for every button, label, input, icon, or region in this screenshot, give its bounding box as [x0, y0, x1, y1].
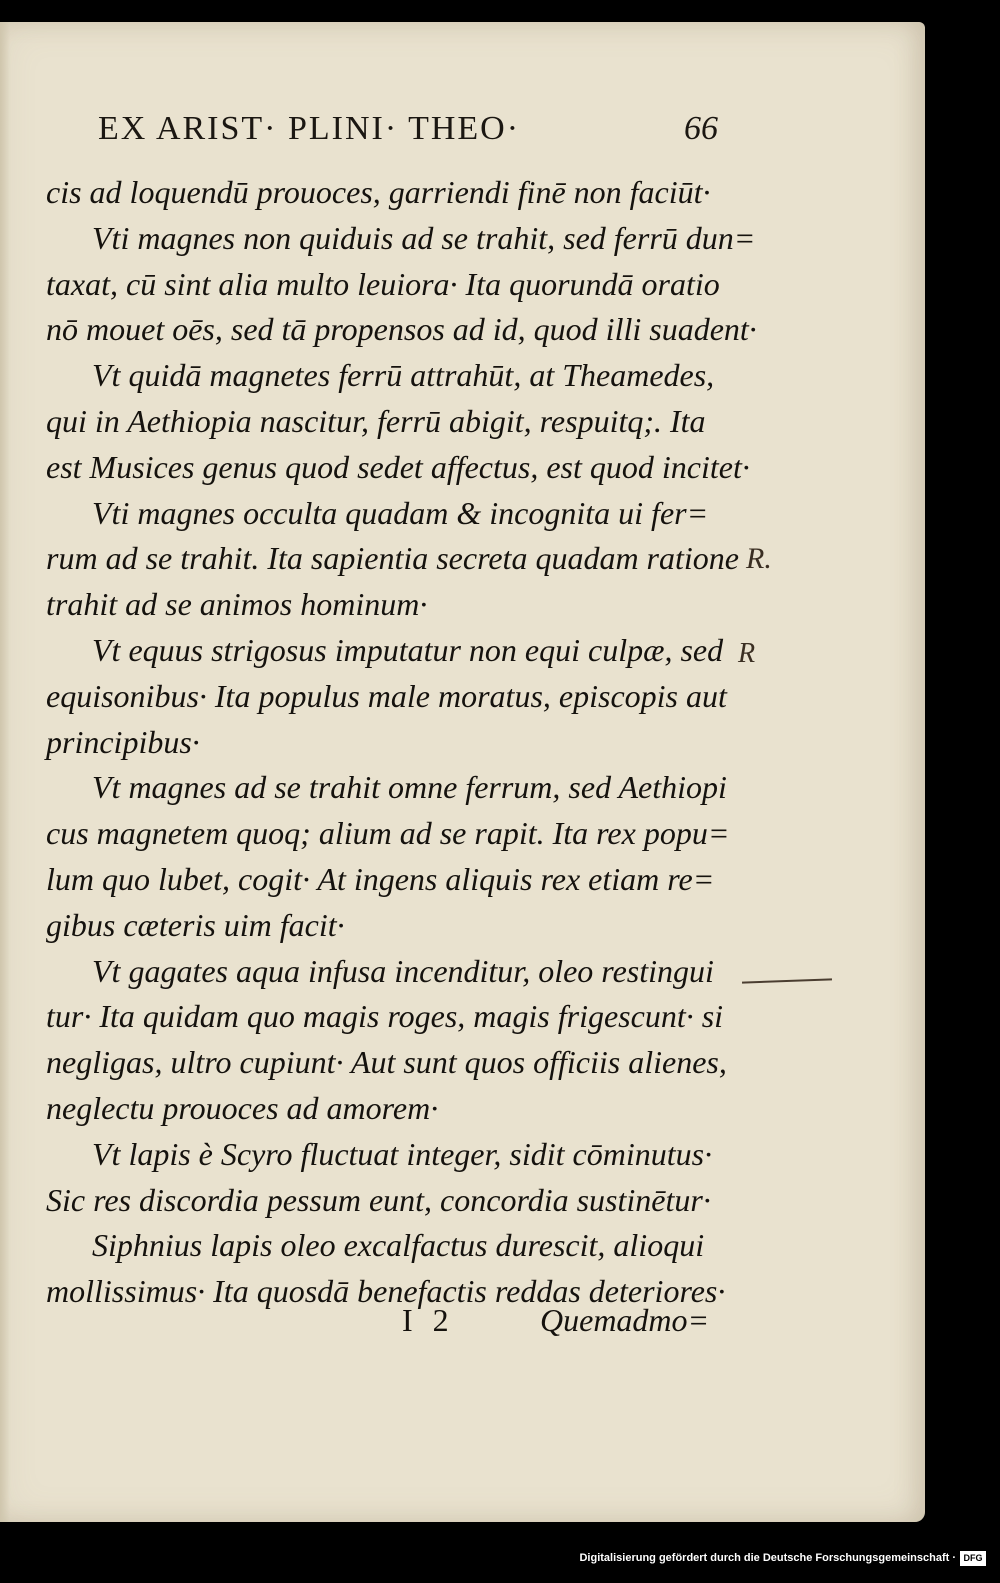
page-number: 66	[684, 110, 718, 147]
text-line: Vt equus strigosus imputatur non equi culpæ, sed	[92, 631, 724, 668]
text-line: Vti magnes non quiduis ad se trahit, sed ferrū dun=	[92, 219, 756, 256]
text-line: equisonibus· Ita populus male moratus, episcopis aut	[46, 677, 727, 714]
text-line: lum quo lubet, cogit· At ingens aliquis rex etiam re=	[46, 860, 715, 897]
text-line: rum ad se trahit. Ita sapientia secreta quadam ratione	[46, 540, 739, 577]
text-line: nō mouet oēs, sed tā propensos ad id, quod illi suadent·	[46, 311, 757, 348]
text-line: est Musices genus quod sedet affectus, est quod incitet·	[46, 448, 750, 485]
text-line: neglectu prouoces ad amorem·	[46, 1089, 439, 1126]
dfg-logo: DFG	[960, 1551, 986, 1566]
text-line: Sic res discordia pessum eunt, concordia sustinētur·	[46, 1181, 711, 1218]
text-line: qui in Aethiopia nascitur, ferrū abigit, respuitq;. Ita	[46, 402, 706, 439]
text-line: Vt gagates aqua infusa incenditur, oleo restingui	[92, 952, 714, 989]
book-page	[0, 22, 925, 1522]
text-line: Vt quidā magnetes ferrū attrahūt, at Theamedes,	[92, 357, 715, 394]
text-line: Vt magnes ad se trahit omne ferrum, sed Aethiopi	[92, 769, 727, 806]
text-line: trahit ad se animos hominum·	[46, 586, 428, 623]
body-text	[46, 170, 757, 1315]
text-line: cis ad loquendū prouoces, garriendi finē non faciūt·	[46, 174, 711, 210]
marginal-stroke	[742, 978, 832, 983]
text-line: taxat, cū sint alia multo leuiora· Ita quorundā oratio	[46, 265, 720, 302]
page-footer	[0, 1302, 760, 1346]
text-line: Siphnius lapis oleo excalfactus durescit, alioqui	[92, 1227, 705, 1264]
text-line: Vt lapis è Scyro fluctuat integer, sidit cōminutus·	[92, 1135, 713, 1172]
running-head: EX ARIST· PLINI· THEO·	[98, 110, 521, 147]
text-line: tur· Ita quidam quo magis roges, magis frigescunt· si	[46, 998, 724, 1035]
text-line: mollissimus· Ita quosdā benefactis reddas deteriores·	[46, 1273, 726, 1310]
text-line: Vti magnes occulta quadam & incognita ui fer=	[92, 494, 709, 531]
marginal-note: R.	[746, 542, 772, 575]
marginal-note: R	[738, 638, 756, 669]
page-header	[98, 110, 718, 154]
text-line: gibus cæteris uim facit·	[46, 906, 345, 943]
text-line: cus magnetem quoq; alium ad se rapit. Ita rex popu=	[46, 815, 730, 852]
signature-mark: I 2	[402, 1302, 455, 1338]
digitization-credit: Digitalisierung gefördert durch die Deutsche Forschungsgemeinschaft ·	[579, 1552, 956, 1564]
catchword: Quemadmo=	[540, 1302, 710, 1338]
page-gutter-shadow	[0, 22, 10, 1522]
text-line: negligas, ultro cupiunt· Aut sunt quos officiis alienes,	[46, 1044, 727, 1081]
text-line: principibus·	[46, 723, 200, 760]
